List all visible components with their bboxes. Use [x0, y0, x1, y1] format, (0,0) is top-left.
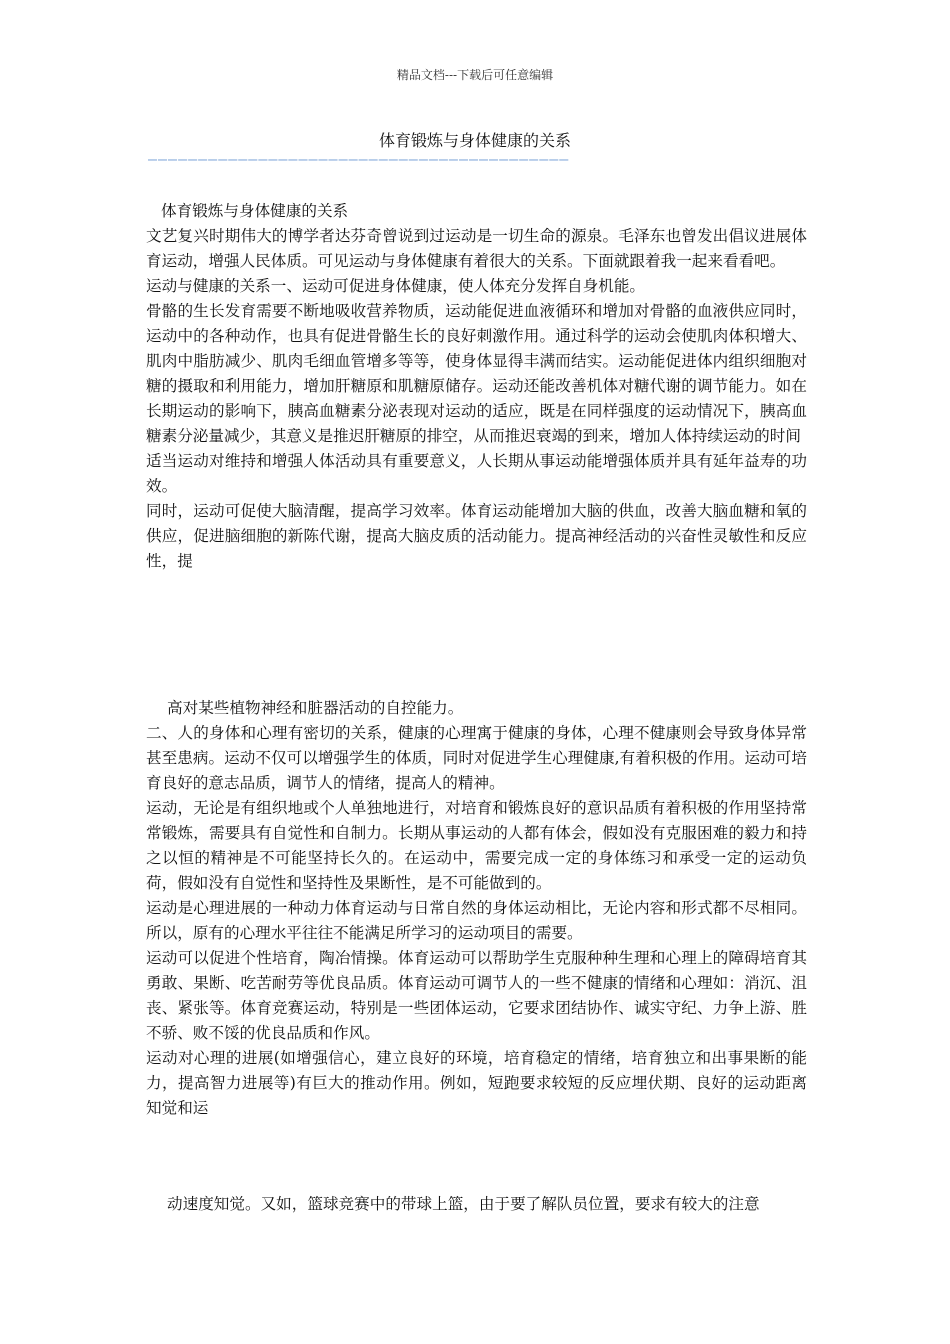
paragraph: 骨骼的生长发育需要不断地吸收营养物质，运动能促进血液循环和增加对骨骼的血液供应同时，运动中的各种动作，也具有促进骨骼生长的良好刺激作用。通过科学的运动会使肌肉体积增大、肌肉中脂肪减少、肌肉毛细血管增多等等，使身体显得丰满而结实。运动能促进体内组织细胞对糖的摄取和利用能力，增加肝糖原和肌糖原储存。运动还能改善机体对糖代谢的调节能力。如在长期运动的影响下，胰高血糖素分泌表现对运动的适应，既是在同样强度的运动情况下，胰高血糖素分泌量减少，其意义是推迟肝糖原的排空，从而推迟衰竭的到来，增加人体持续运动的时间: [146, 302, 807, 445]
paragraph: 适当运动对维持和增强人体活动具有重要意义，人长期从事运动能增强体质并具有延年益寿的功效。: [146, 452, 807, 495]
paragraph: 二、人的身体和心理有密切的关系，健康的心理寓于健康的身体，心理不健康则会导致身体异常甚至患病。运动不仅可以增强学生的体质，同时对促进学生心理健康,有着积极的作用。运动可培育良好的意志品质，调节人的情绪，提高人的精神。: [146, 724, 807, 792]
paragraph: 运动可以促进个性培育，陶冶情操。体育运动可以帮助学生克服种种生理和心理上的障碍培育其勇敢、果断、吃苦耐劳等优良品质。体育运动可调节人的一些不健康的情绪和心理如：消沉、沮丧、紧张等。体育竞赛运动，特别是一些团体运动，它要求团结协作、诚实守纪、力争上游、胜不骄、败不馁的优良品质和作风。: [146, 949, 807, 1042]
paragraph: 运动对心理的进展(如增强信心，建立良好的环境，培育稳定的情绪，培育独立和出事果断的能力，提高智力进展等)有巨大的推动作用。例如，短跑要求较短的反应埋伏期、良好的运动距离知觉和运: [146, 1049, 807, 1117]
document-title: 体育锻炼与身体健康的关系: [378, 131, 571, 150]
paragraph: 运动与健康的关系一、运动可促进身体健康，使人体充分发挥自身机能。: [146, 277, 646, 295]
paragraph: 运动，无论是有组织地或个人单独地进行，对培育和锻炼良好的意识品质有着积极的作用坚持常常锻炼，需要具有自觉性和自制力。长期从事运动的人都有体会，假如没有克服困难的毅力和持之以恒的精神是不可能坚持长久的。在运动中，需要完成一定的身体练习和承受一定的运动负荷，假如没有自觉性和坚持性及果断性，是不可能做到的。: [146, 799, 807, 892]
paragraph: 动速度知觉。又如，篮球竞赛中的带球上篮，由于要了解队员位置，要求有较大的注意: [167, 1195, 760, 1213]
paragraph: 高对某些植物神经和脏器活动的自控能力。: [167, 699, 464, 717]
body-section-3: [146, 1192, 807, 1217]
page-header: 精品文档---下载后可任意编辑: [396, 68, 554, 82]
body-section-1: [146, 199, 807, 574]
paragraph: 运动是心理进展的一种动力体育运动与日常自然的身体运动相比，无论内容和形式都不尽相同。所以，原有的心理水平往往不能满足所学习的运动项目的需要。: [146, 899, 807, 942]
paragraph: 同时，运动可促使大脑清醒，提高学习效率。体育运动能增加大脑的供血，改善大脑血糖和氧的供应，促进脑细胞的新陈代谢，提高大脑皮质的活动能力。提高神经活动的兴奋性灵敏性和反应性，提: [146, 502, 807, 570]
paragraph: 文艺复兴时期伟大的博学者达芬奇曾说到过运动是一切生命的源泉。毛泽东也曾发出倡议进展体育运动，增强人民体质。可见运动与身体健康有着很大的关系。下面就跟着我一起来看看吧。: [146, 227, 807, 270]
title-separator: ——————————————————————————————————————————: [148, 150, 570, 168]
body-section-2: [146, 696, 807, 1121]
section-heading: 体育锻炼与身体健康的关系: [161, 202, 349, 220]
